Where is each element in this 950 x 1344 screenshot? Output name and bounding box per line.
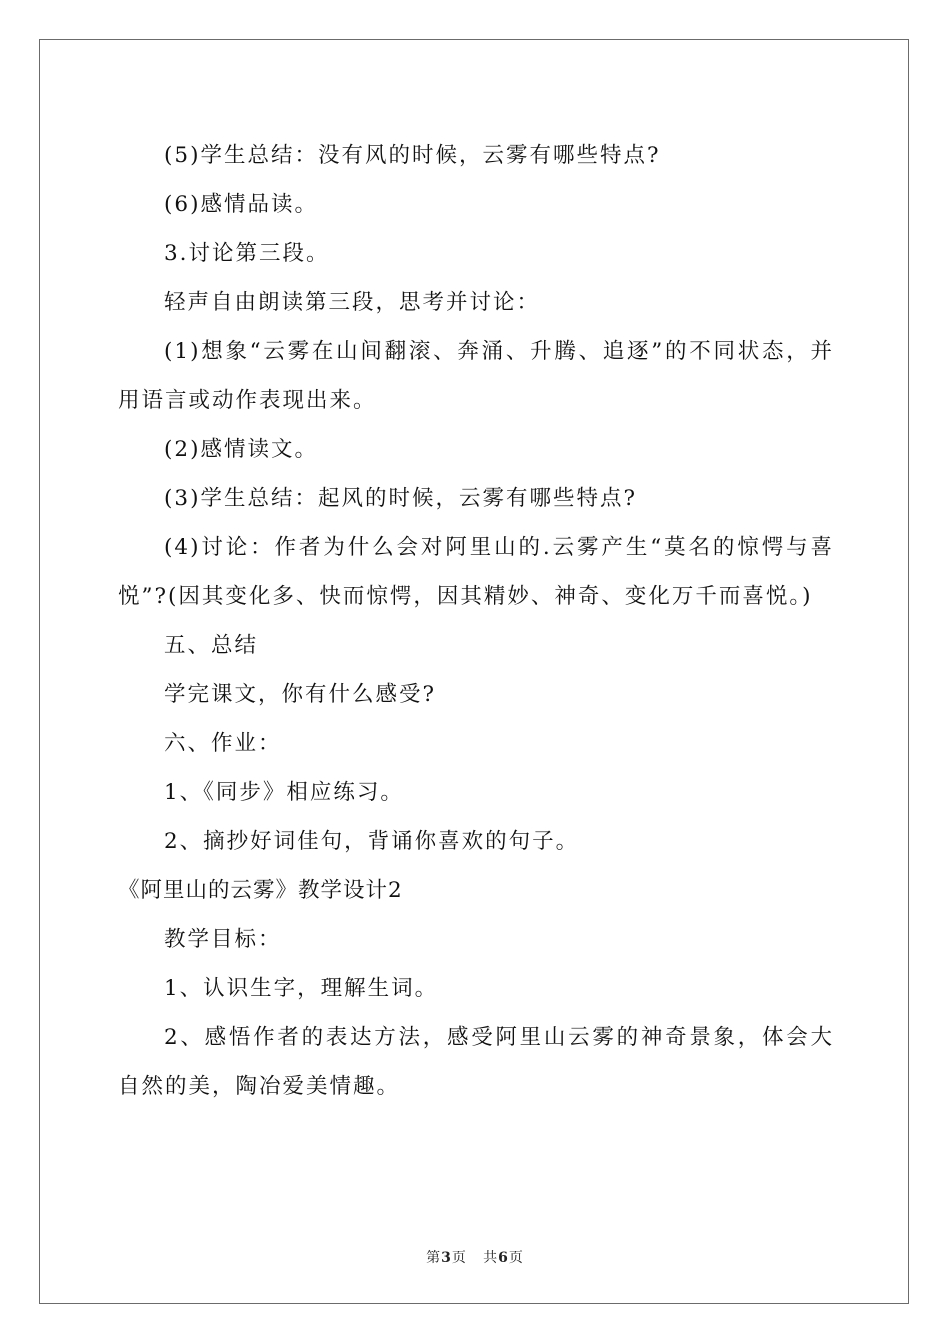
paragraph: 3.讨论第三段。	[164, 241, 330, 266]
paragraph: (1)想象“云雾在山间翻滚、奔涌、升腾、追逐”的不同状态，并用语言或动作表现出来。	[118, 339, 834, 413]
section-heading: 教学目标：	[164, 927, 282, 952]
document-title: 《阿里山的云雾》教学设计2	[118, 878, 403, 903]
total-prefix: 共	[483, 1250, 499, 1266]
list-item: 1、认识生字，理解生词。	[164, 976, 439, 1001]
page-suffix: 页	[451, 1250, 467, 1266]
paragraph: (5)学生总结：没有风的时候，云雾有哪些特点?	[164, 143, 661, 168]
list-item: 2、摘抄好词佳句，背诵你喜欢的句子。	[164, 829, 580, 854]
list-item: 1、《同步》相应练习。	[164, 780, 404, 805]
paragraph: (6)感情品读。	[164, 192, 318, 217]
section-heading: 六、作业：	[164, 731, 282, 756]
page-number: 3	[441, 1250, 452, 1266]
paragraph: (3)学生总结：起风的时候，云雾有哪些特点?	[164, 486, 637, 511]
page-footer	[0, 1247, 950, 1267]
document-body	[118, 131, 834, 1111]
paragraph: 学完课文，你有什么感受?	[164, 682, 437, 707]
paragraph: (4)讨论：作者为什么会对阿里山的.云雾产生“莫名的惊愕与喜悦”?(因其变化多、快而惊愕，因其精妙、神奇、变化万千而喜悦。)	[118, 535, 834, 609]
total-suffix: 页	[508, 1250, 524, 1266]
paragraph: (2)感情读文。	[164, 437, 318, 462]
paragraph: 轻声自由朗读第三段，思考并讨论：	[164, 290, 541, 315]
page-prefix: 第	[426, 1250, 442, 1266]
list-item: 2、感悟作者的表达方法，感受阿里山云雾的神奇景象，体会大自然的美，陶冶爱美情趣。	[118, 1025, 834, 1099]
page-total: 6	[498, 1250, 509, 1266]
section-heading: 五、总结	[164, 633, 259, 658]
